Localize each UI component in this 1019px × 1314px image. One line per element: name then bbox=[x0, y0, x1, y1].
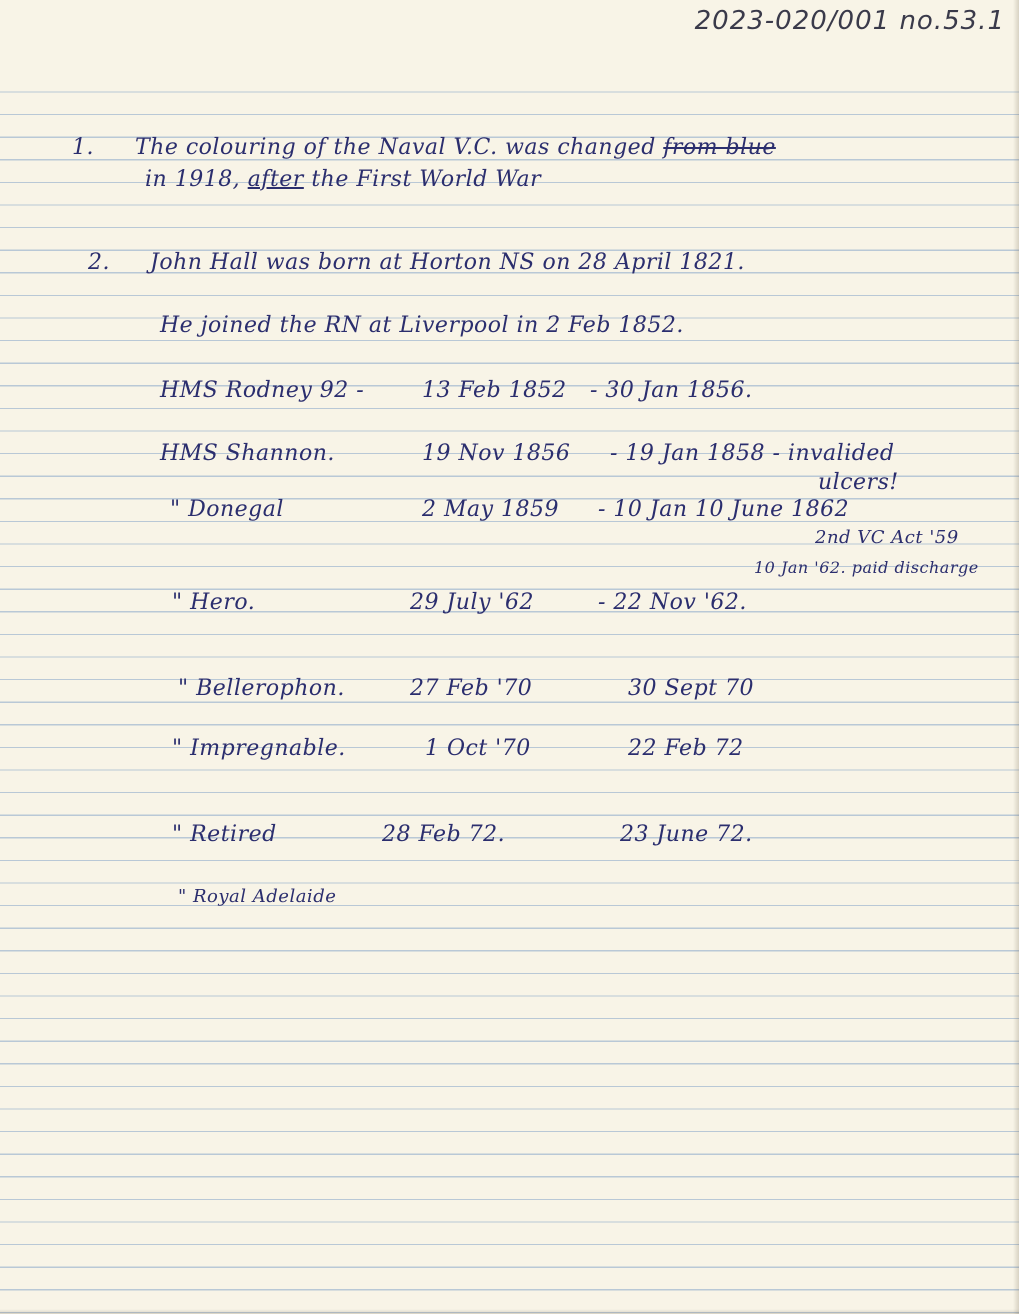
date-to: 22 Feb 72 bbox=[628, 736, 744, 761]
service-note-2: 10 Jan '62. paid discharge bbox=[754, 558, 979, 577]
ship-name: " Retired bbox=[172, 822, 277, 847]
item-2-line-2: He joined the RN at Liverpool in 2 Feb 1852. bbox=[160, 313, 684, 338]
service-note: 2nd VC Act '59 bbox=[815, 527, 959, 548]
ship-name: " Donegal bbox=[170, 497, 284, 522]
date-to: - 10 Jan 10 June 1862 bbox=[598, 497, 850, 522]
ship-name: HMS Rodney 92 - bbox=[160, 378, 365, 403]
date-from: 2 May 1859 bbox=[422, 497, 560, 522]
date-from: 19 Nov 1856 bbox=[422, 441, 571, 466]
date-to: 30 Sept 70 bbox=[628, 676, 754, 701]
date-to: 23 June 72. bbox=[620, 822, 753, 847]
date-from: 13 Feb 1852 bbox=[422, 378, 567, 403]
struck-text: from blue bbox=[663, 135, 776, 160]
date-to: - 19 Jan 1858 - invalided bbox=[610, 441, 895, 466]
item-1-line-2-text-b: the First World War bbox=[311, 167, 542, 192]
item-1-line-2 bbox=[145, 167, 541, 192]
ship-name: " Hero. bbox=[172, 590, 256, 615]
date-from: 28 Feb 72. bbox=[382, 822, 506, 847]
item-1-line-2-text-a: in 1918, bbox=[145, 167, 241, 192]
date-from: 27 Feb '70 bbox=[410, 676, 533, 701]
ship-name: " Impregnable. bbox=[172, 736, 346, 761]
date-to: - 30 Jan 1856. bbox=[590, 378, 753, 403]
item-1-line-1 bbox=[135, 135, 776, 160]
item-2-number: 2. bbox=[88, 250, 110, 275]
item-1-line-1-text: The colouring of the Naval V.C. was changed bbox=[135, 135, 656, 160]
page-edge-shadow bbox=[1013, 0, 1019, 1314]
item-1-number: 1. bbox=[72, 135, 94, 160]
ship-name: HMS Shannon. bbox=[160, 441, 335, 466]
date-to: - 22 Nov '62. bbox=[598, 590, 747, 615]
reference-number: 2023-020/001 no.53.1 bbox=[694, 6, 1005, 36]
underlined-text: after bbox=[247, 167, 304, 192]
ship-name: " Royal Adelaide bbox=[178, 886, 337, 907]
item-2-line-1: John Hall was born at Horton NS on 28 April 1821. bbox=[150, 250, 745, 275]
date-from: 1 Oct '70 bbox=[425, 736, 531, 761]
page-edge-shadow-bottom bbox=[0, 1309, 1019, 1314]
ship-name: " Bellerophon. bbox=[178, 676, 345, 701]
date-from: 29 July '62 bbox=[410, 590, 534, 615]
service-note: ulcers! bbox=[818, 470, 899, 495]
